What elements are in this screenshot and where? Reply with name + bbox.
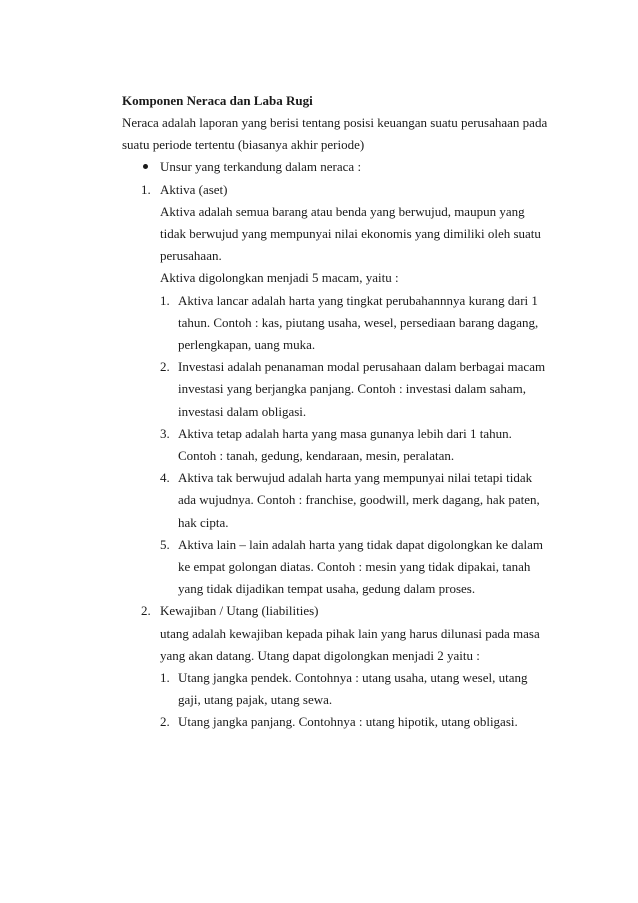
section-number: 2. [141, 603, 151, 619]
item-line: Aktiva tetap adalah harta yang masa gunanya lebih dari 1 tahun. [178, 425, 512, 441]
paragraph-line: tidak berwujud yang mempunyai nilai ekonomis yang dimiliki oleh suatu [160, 225, 541, 241]
item-number: 1. [160, 669, 170, 685]
item-line: Aktiva lain – lain adalah harta yang tidak dapat digolongkan ke dalam [178, 536, 543, 552]
paragraph-line: perusahaan. [160, 248, 222, 264]
paragraph-line: yang akan datang. Utang dapat digolongkan menjadi 2 yaitu : [160, 647, 480, 663]
item-line: Aktiva lancar adalah harta yang tingkat perubahannnya kurang dari 1 [178, 292, 538, 308]
item-line: yang tidak dijadikan tempat usaha, gedung dalam proses. [178, 581, 476, 597]
paragraph-line: Aktiva adalah semua barang atau benda yang berwujud, maupun yang [160, 203, 525, 219]
section-heading: Kewajiban / Utang (liabilities) [160, 603, 319, 619]
item-line: Utang jangka pendek. Contohnya : utang usaha, utang wesel, utang [178, 669, 528, 685]
paragraph-line: utang adalah kewajiban kepada pihak lain yang harus dilunasi pada masa [160, 625, 540, 641]
item-line: gaji, utang pajak, utang sewa. [178, 692, 333, 708]
section-heading: Aktiva (aset) [160, 181, 228, 197]
item-number: 2. [160, 714, 170, 730]
item-line: ada wujudnya. Contoh : franchise, goodwill, merk dagang, hak paten, [178, 492, 540, 508]
bullet-icon [143, 164, 148, 169]
item-line: investasi dalam obligasi. [178, 403, 307, 419]
item-number: 5. [160, 536, 170, 552]
item-number: 4. [160, 470, 170, 486]
item-number: 1. [160, 292, 170, 308]
item-line: Utang jangka panjang. Contohnya : utang hipotik, utang obligasi. [178, 714, 518, 730]
item-line: Aktiva tak berwujud adalah harta yang mempunyai nilai tetapi tidak [178, 470, 533, 486]
item-line: tahun. Contoh : kas, piutang usaha, wesel, persediaan barang dagang, [178, 314, 539, 330]
item-line: perlengkapan, uang muka. [178, 336, 316, 352]
item-line: hak cipta. [178, 514, 229, 530]
item-line: Contoh : tanah, gedung, kendaraan, mesin, peralatan. [178, 447, 455, 463]
page-title: Komponen Neraca dan Laba Rugi [122, 93, 313, 108]
section-number: 1. [141, 181, 151, 197]
item-line: ke empat golongan diatas. Contoh : mesin yang tidak dipakai, tanah [178, 558, 531, 574]
item-line: investasi yang berjangka panjang. Contoh : investasi dalam saham, [178, 381, 527, 397]
intro-line: suatu periode tertentu (biasanya akhir periode) [122, 137, 365, 152]
intro-line: Neraca adalah laporan yang berisi tentang posisi keuangan suatu perusahaan pada [122, 115, 548, 130]
item-number: 2. [160, 359, 170, 375]
bullet-text: Unsur yang terkandung dalam neraca : [160, 159, 362, 174]
item-number: 3. [160, 425, 170, 441]
paragraph-line: Aktiva digolongkan menjadi 5 macam, yaitu : [160, 270, 399, 286]
item-line: Investasi adalah penanaman modal perusahaan dalam berbagai macam [178, 359, 546, 375]
